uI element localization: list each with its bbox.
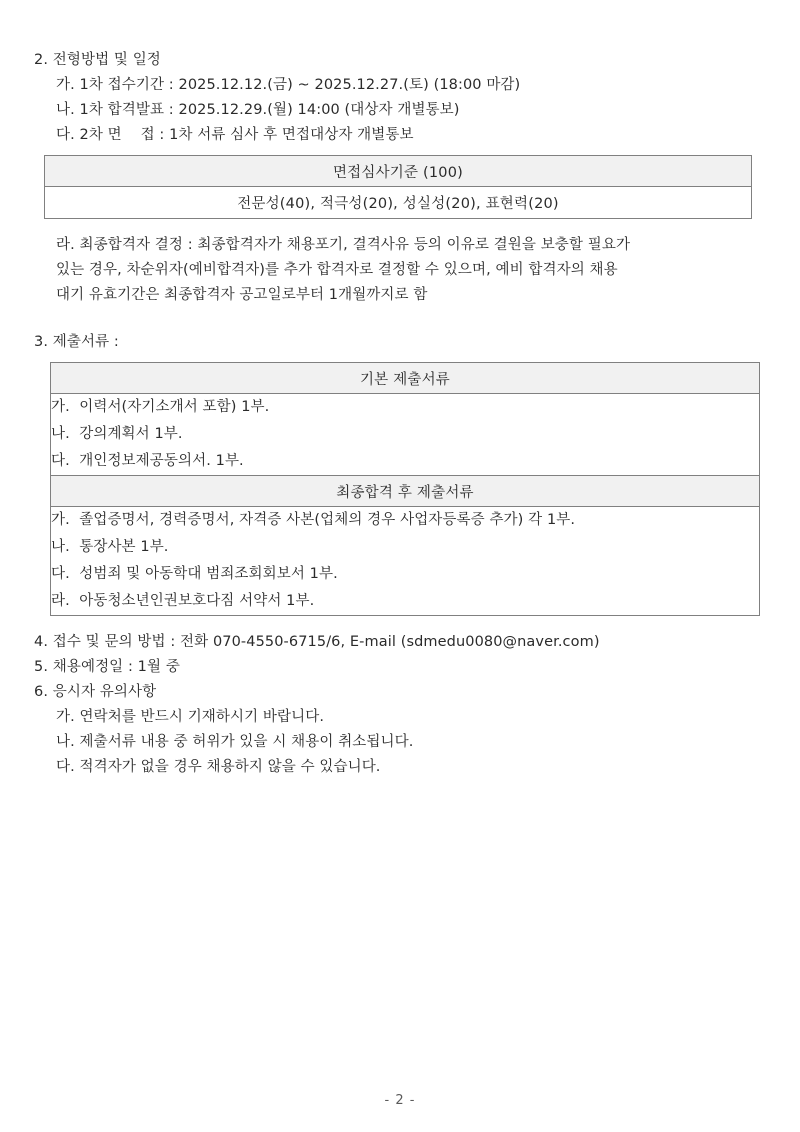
- section-2-item-c: 다. 2차 면 접 : 1차 서류 심사 후 면접대상자 개별통보: [56, 127, 414, 143]
- final-note-line-3: 대기 유효기간은 최종합격자 공고일로부터 1개월까지로 함: [56, 287, 428, 303]
- list-item: 나. 통장사본 1부.: [51, 539, 169, 555]
- list-item: 가. 이력서(자기소개서 포함) 1부.: [51, 399, 270, 415]
- criteria-table-values: 전문성(40), 적극성(20), 성실성(20), 표현력(20): [45, 187, 752, 219]
- section-6-item-c: 다. 적격자가 없을 경우 채용하지 않을 수 있습니다.: [56, 759, 381, 775]
- final-note-line-1: 라. 최종합격자 결정 : 최종합격자가 채용포기, 결격사유 등의 이유로 결원을 보충할 필요가: [56, 237, 631, 253]
- list-item: 나. 강의계획서 1부.: [51, 426, 183, 442]
- list-item: 라. 아동청소년인권보호다짐 서약서 1부.: [51, 593, 315, 609]
- spacer: [34, 148, 750, 155]
- after-pass-documents-cell: [51, 507, 760, 616]
- table-row: [45, 187, 752, 219]
- section-6-heading: 6. 응시자 유의사항: [34, 684, 157, 700]
- section-6-item-a: 가. 연락처를 반드시 기재하시기 바랍니다.: [56, 709, 325, 725]
- table-row: [51, 507, 760, 616]
- criteria-table-header: 면접심사기준 (100): [45, 156, 752, 187]
- table-row: [51, 363, 760, 394]
- spacer: [34, 308, 750, 330]
- submission-documents-table: [50, 362, 760, 616]
- spacer: [34, 355, 750, 362]
- section-2-item-b: 나. 1차 합격발표 : 2025.12.29.(월) 14:00 (대상자 개별통보): [56, 102, 460, 118]
- after-pass-documents-header: 최종합격 후 제출서류: [51, 476, 760, 507]
- table-row: [51, 394, 760, 476]
- table-row: [51, 476, 760, 507]
- page-number-footer: - 2 -: [384, 1093, 416, 1108]
- spacer: [34, 616, 750, 630]
- section-6-item-b: 나. 제출서류 내용 중 허위가 있을 시 채용이 취소됩니다.: [56, 734, 414, 750]
- section-2-item-a: 가. 1차 접수기간 : 2025.12.12.(금) ~ 2025.12.27.(토) (18:00 마감): [56, 77, 521, 93]
- section-5-hire-date: 5. 채용예정일 : 1월 중: [34, 659, 180, 675]
- section-2-item-d: [56, 233, 772, 308]
- interview-criteria-table: [44, 155, 752, 219]
- list-item: 가. 졸업증명서, 경력증명서, 자격증 사본(업체의 경우 사업자등록증 추가) 각 1부.: [51, 512, 576, 528]
- list-item: 다. 개인정보제공동의서. 1부.: [51, 453, 244, 469]
- section-3-heading: 3. 제출서류 :: [34, 334, 119, 350]
- basic-documents-cell: [51, 394, 760, 476]
- spacer: [34, 219, 750, 233]
- basic-documents-header: 기본 제출서류: [51, 363, 760, 394]
- table-row: [45, 156, 752, 187]
- list-item: 다. 성범죄 및 아동학대 범죄조회회보서 1부.: [51, 566, 338, 582]
- section-2-heading: 2. 전형방법 및 일정: [34, 52, 161, 68]
- section-4-contact: 4. 접수 및 문의 방법 : 전화 070-4550-6715/6, E-mail (sdmedu0080@naver.com): [34, 634, 600, 650]
- final-note-line-2: 있는 경우, 차순위자(예비합격자)를 추가 합격자로 결정할 수 있으며, 예비 합격자의 채용: [56, 262, 618, 278]
